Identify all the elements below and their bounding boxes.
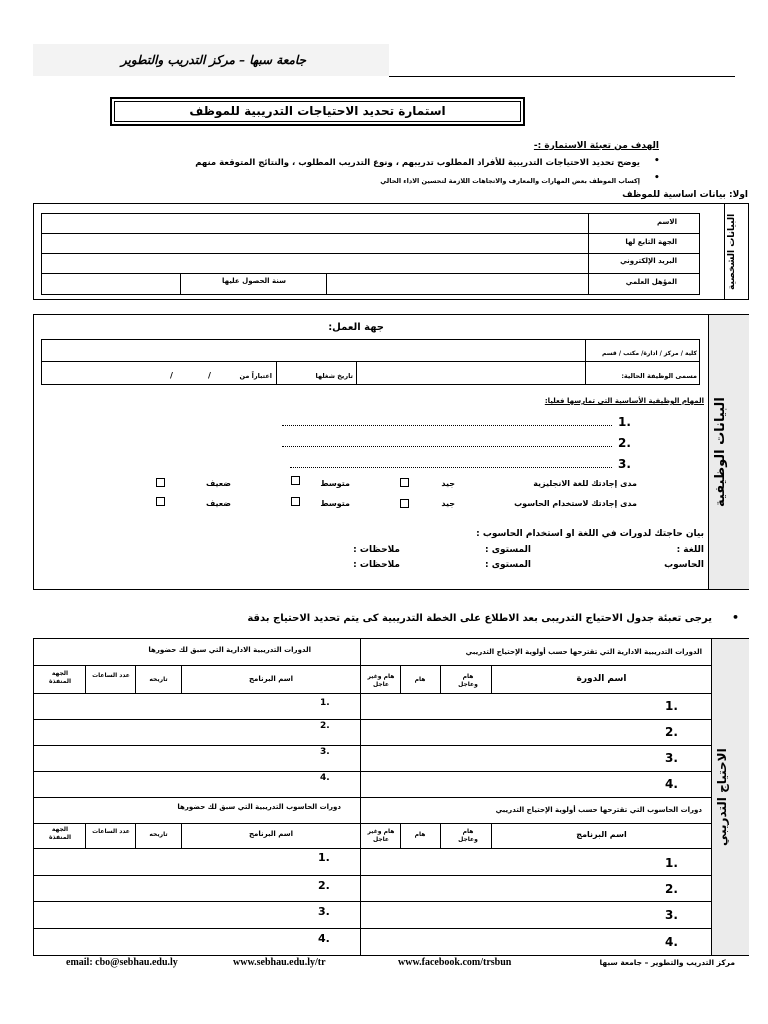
email-label: البريد الإلكتروني	[620, 257, 677, 265]
personal-side-label: البيانات الشخصية	[727, 213, 737, 290]
department-field[interactable]	[42, 234, 587, 252]
bullet-dot: •	[654, 156, 660, 166]
col-not-urgent: هام وغير عاجل	[367, 673, 395, 688]
label-col-divider	[276, 361, 277, 385]
col-course-name: اسم الدورة	[576, 674, 627, 684]
footer-email[interactable]: email: cbo@sebhau.edu.ly	[66, 957, 178, 968]
year-col-divider	[180, 273, 181, 295]
col-date: تاريخه	[149, 831, 168, 838]
table-rule	[33, 745, 711, 746]
job-title-label: مسمى الوظيفة الحالية:	[621, 372, 697, 380]
computer-needed-row-number: 4.	[665, 935, 678, 949]
table-rule	[33, 797, 711, 798]
admin-needed-row-number: 2.	[665, 725, 678, 739]
table-rule	[33, 901, 711, 902]
section1-heading: اولا: بيانات اساسية للموظف	[622, 190, 748, 200]
col-important: هام	[414, 676, 426, 683]
computer-weak-checkbox[interactable]	[156, 497, 165, 506]
occupation-date-label: تاريخ شغلها	[315, 372, 353, 380]
col-date: تاريخه	[149, 676, 168, 683]
computer-needed-row-number: 3.	[665, 908, 678, 922]
bullet-dot: •	[732, 611, 740, 624]
need-courses-label: بيان حاجتك لدورات في اللغة او استخدام الحاسوب :	[476, 529, 704, 539]
job-title-field[interactable]	[357, 362, 584, 384]
col-important: هام	[414, 831, 426, 838]
table-rule	[33, 848, 711, 849]
computer-level-label: المستوى :	[485, 560, 531, 570]
admin-needed-row-number: 3.	[665, 751, 678, 765]
computer-attended-row-number: 1.	[318, 851, 330, 864]
purpose-bullet-1: يوضح تحديد الاحتياجات التدريبية للأفراد المطلوب تدريبهم ، ونوع التدريب المطلوب ، والنتائج المتوقعة منهم	[195, 158, 640, 168]
col-hours: عدد الساعات	[92, 828, 130, 835]
english-weak-checkbox[interactable]	[156, 478, 165, 487]
table-rule	[33, 928, 711, 929]
col-urgent: هام وعاجل	[458, 673, 478, 688]
task-2-line[interactable]	[282, 446, 612, 447]
computer-good-checkbox[interactable]	[400, 499, 409, 508]
english-proficiency-label: مدى إجادتك للغة الانجليزية	[533, 479, 637, 488]
training-side-label: الاحتياج التدريبي	[715, 748, 729, 846]
email-field[interactable]	[42, 254, 587, 272]
table-rule	[33, 875, 711, 876]
level-weak: ضعيف	[205, 479, 231, 488]
language-label: اللغة :	[676, 545, 704, 555]
computer-proficiency-label: مدى إجادتك لاستخدام الحاسوب	[514, 499, 637, 508]
footer-center-name: مركز التدريب والتطوير – جامعة سبها	[599, 958, 735, 967]
task-1-line[interactable]	[282, 425, 612, 426]
col-hours: عدد الساعات	[92, 672, 130, 679]
computer-needed-title: دورات الحاسوب التي تقترحها حسب أولوية الإحتياج التدريبي	[495, 806, 702, 814]
computer-row-label: الحاسوب	[664, 560, 704, 570]
admin-attended-row-number: 2.	[320, 721, 330, 731]
label-col-divider	[585, 339, 586, 361]
header-rule	[389, 76, 735, 77]
unit-label: كلية / مركز / ادارة/ مكتب / قسم	[601, 350, 697, 357]
level-medium: متوسط	[320, 499, 350, 508]
instruction-text: يرجى تعبئة جدول الاحتياج التدريبى بعد الاطلاع على الخطة التدريبية كى يتم تحديد الاحتياج بدقة	[247, 613, 712, 624]
admin-needed-row-number: 4.	[665, 777, 678, 791]
level-weak: ضعيف	[205, 499, 231, 508]
level-good: جيد	[441, 479, 455, 488]
task-3-line[interactable]	[290, 467, 612, 468]
department-label: الجهة التابع لها	[625, 238, 677, 246]
computer-attended-row-number: 2.	[318, 879, 330, 892]
admin-attended-title: الدورات التدريبية الادارية التي سبق لك حضورها	[148, 646, 311, 654]
col-provider: الجهة المنفذة	[48, 670, 72, 686]
col-divider	[440, 823, 441, 848]
col-provider: الجهة المنفذة	[48, 826, 72, 842]
task-number: 2.	[618, 436, 631, 450]
table-rule	[33, 693, 711, 694]
qualification-label: المؤهل العلمي	[625, 278, 677, 286]
qualification-field[interactable]	[327, 274, 587, 294]
col-urgent: هام وعاجل	[458, 828, 478, 843]
label-col-divider	[585, 361, 586, 385]
language-level-label: المستوى :	[485, 545, 531, 555]
task-number: 3.	[618, 457, 631, 471]
effective-from-label: اعتباراً من	[239, 372, 272, 380]
computer-attended-title: دورات الحاسوب التدريبية التي سبق لك حضورها	[177, 803, 341, 811]
purpose-bullet-2: إكساب الموظف بعض المهارات والمعارف والاتجاهات اللازمة لتحسين الاداء الحالي	[380, 177, 640, 185]
personal-side-divider	[724, 203, 725, 300]
name-label: الاسم	[657, 218, 677, 226]
admin-needed-title: الدورات التدريبية الادارية التي تقترحها حسب أولوية الإحتياج التدريبي	[465, 648, 702, 656]
year-obtained-label: سنة الحصول عليها	[221, 277, 286, 285]
level-good: جيد	[441, 499, 455, 508]
bullet-dot: •	[654, 173, 660, 183]
col-divider	[85, 665, 86, 693]
level-medium: متوسط	[320, 479, 350, 488]
admin-attended-row-number: 1.	[320, 698, 330, 708]
purpose-heading: الهدف من تعبئة الاستمارة :-	[533, 141, 659, 151]
task-number: 1.	[618, 415, 631, 429]
table-rule	[33, 719, 711, 720]
date-slash: /	[170, 371, 173, 380]
computer-needed-row-number: 1.	[665, 856, 678, 870]
col-not-urgent: هام وغير عاجل	[367, 828, 395, 843]
english-good-checkbox[interactable]	[400, 478, 409, 487]
name-field[interactable]	[42, 214, 587, 232]
date-slash: /	[208, 371, 211, 380]
tasks-label: المهام الوظيفية الأساسية التى تمارسها فعليا:	[544, 397, 704, 405]
computer-attended-row-number: 3.	[318, 905, 330, 918]
footer-website[interactable]: www.sebhau.edu.ly/tr	[233, 957, 326, 968]
admin-needed-row-number: 1.	[665, 699, 678, 713]
footer-facebook[interactable]: www.facebook.com/trsbun	[398, 957, 512, 968]
computer-medium-checkbox[interactable]	[291, 497, 300, 506]
effective-from-field[interactable]	[42, 362, 275, 384]
form-title: استمارة تحديد الاحتياجات التدريبية للموظف	[189, 104, 446, 118]
table-rule	[33, 771, 711, 772]
job-side-label: البيانات الوظيفية	[713, 397, 728, 507]
label-col-divider	[588, 213, 589, 295]
language-notes-label: ملاحظات :	[353, 545, 400, 555]
admin-attended-row-number: 4.	[320, 773, 330, 783]
workplace-title: جهة العمل:	[328, 322, 384, 333]
header-title: جامعة سبها – مركز التدريب والتطوير	[120, 53, 306, 67]
year-obtained-field[interactable]	[42, 274, 179, 294]
col-program-name: اسم البرنامج	[576, 830, 627, 839]
admin-attended-row-number: 3.	[320, 747, 330, 757]
english-medium-checkbox[interactable]	[291, 476, 300, 485]
col-divider	[85, 823, 86, 848]
computer-attended-row-number: 4.	[318, 932, 330, 945]
col-program-name: اسم البرنامج	[248, 830, 294, 838]
col-program-name: اسم البرنامج	[248, 675, 294, 683]
col-divider	[440, 665, 441, 693]
unit-field[interactable]	[42, 340, 584, 360]
computer-notes-label: ملاحظات :	[353, 560, 400, 570]
computer-needed-row-number: 2.	[665, 882, 678, 896]
